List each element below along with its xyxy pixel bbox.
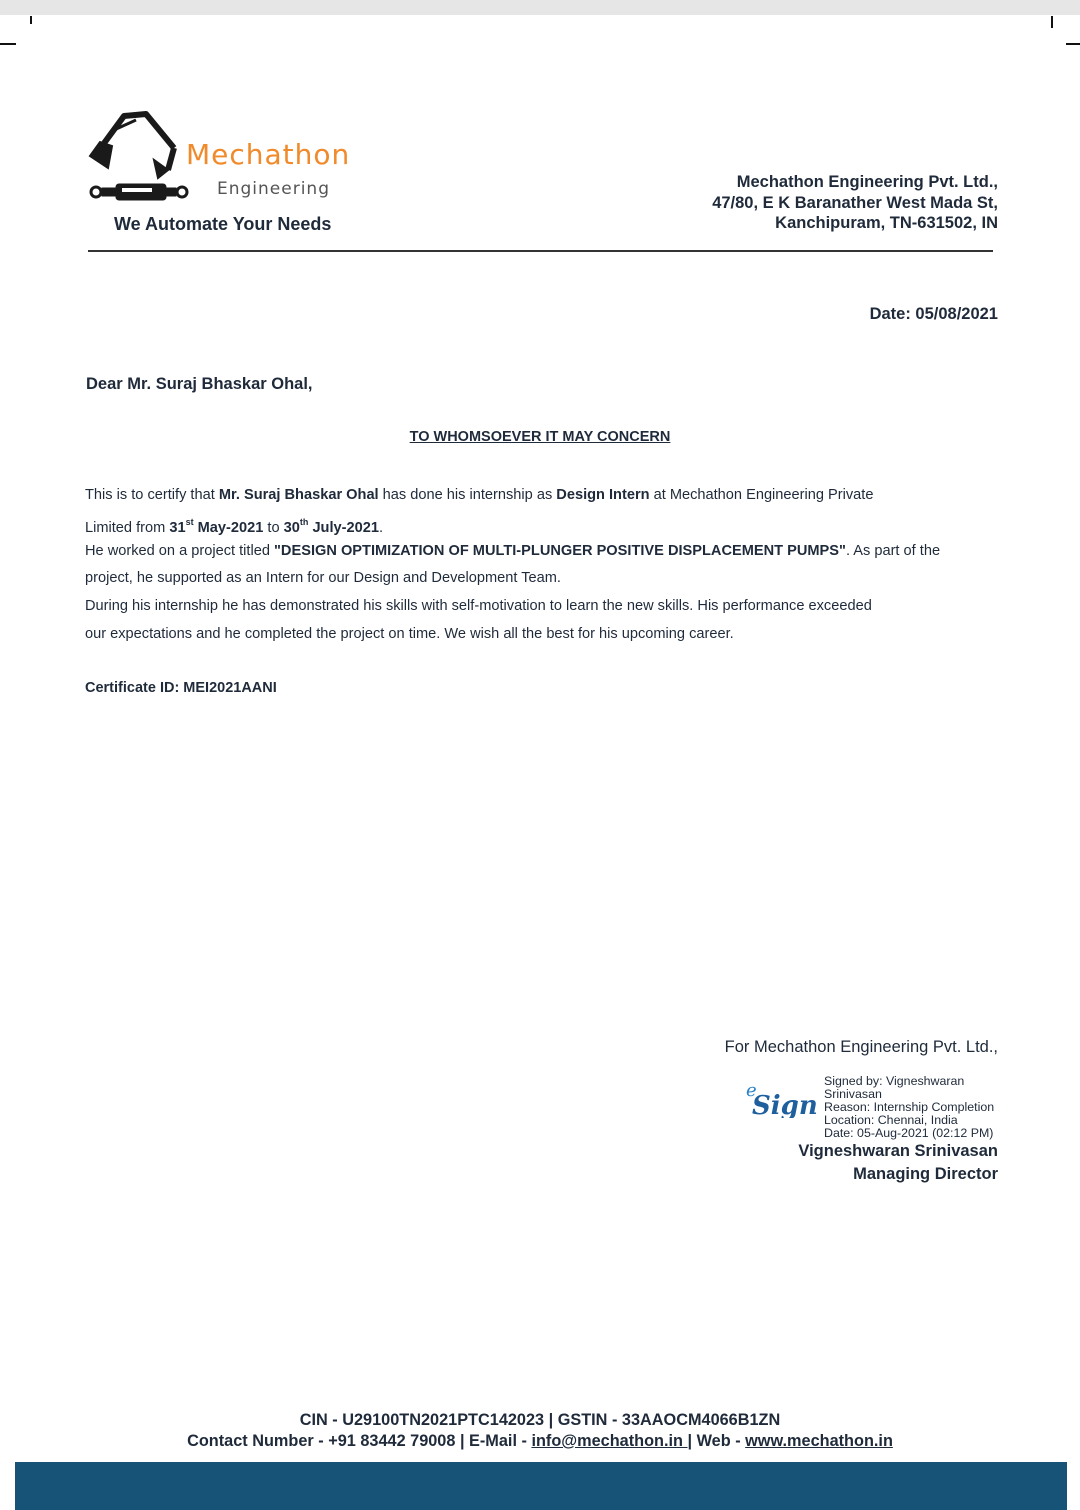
header-divider <box>88 250 993 252</box>
project-title: "DESIGN OPTIMIZATION OF MULTI-PLUNGER POSITIVE DISPLACEMENT PUMPS" <box>274 542 846 559</box>
excavator-icon <box>90 114 187 200</box>
crop-mark <box>1051 16 1053 28</box>
for-company: For Mechathon Engineering Pvt. Ltd., <box>724 1038 998 1056</box>
intern-role: Design Intern <box>556 487 650 503</box>
email-link[interactable]: info@mechathon.in <box>531 1432 688 1450</box>
signatory-title: Managing Director <box>853 1165 998 1183</box>
intern-name: Mr. Suraj Bhaskar Ohal <box>218 487 379 503</box>
svg-text:e: e <box>746 1080 757 1101</box>
address-line: Kanchipuram, TN-631502, IN <box>775 214 998 232</box>
address-line: 47/80, E K Baranather West Mada St, <box>712 193 998 212</box>
crop-mark <box>30 16 32 24</box>
crop-mark <box>0 43 16 45</box>
esign-detail-line: Reason: Internship Completion <box>824 1100 995 1114</box>
body-line: This is to certify that Mr. Suraj Bhaskar Ohal has done his internship as Design Intern at Mechathon Engineering Private <box>85 487 874 503</box>
address-line: Mechathon Engineering Pvt. Ltd., <box>736 173 998 191</box>
signatory <box>798 1140 998 1186</box>
certificate-id: Certificate ID: MEI2021AANI <box>85 680 277 696</box>
salutation: Dear Mr. Suraj Bhaskar Ohal, <box>86 375 313 393</box>
body-line: project, he supported as an Intern for our Design and Development Team. <box>85 570 561 587</box>
body-line: our expectations and he completed the project on time. We wish all the best for his upcoming career. <box>85 625 734 642</box>
top-band <box>0 0 1080 15</box>
svg-text:Sign: Sign <box>752 1091 818 1118</box>
logo-subtext: Engineering <box>217 179 330 199</box>
body-line: He worked on a project titled "DESIGN OPTIMIZATION OF MULTI-PLUNGER POSITIVE DISPLACEMENT PUMPS". As part of the <box>85 542 941 559</box>
company-address <box>578 172 998 234</box>
logo-wordmark: Mechathon <box>186 138 351 171</box>
website-link[interactable]: www.mechathon.in <box>745 1432 893 1450</box>
letter-body <box>85 482 1005 649</box>
company-logo <box>84 108 384 208</box>
end-date: 30th July-2021 <box>283 516 379 536</box>
esign-detail-line: Srinivasan <box>824 1087 882 1101</box>
start-date: 31st May-2021 <box>169 516 264 536</box>
letter-date: Date: 05/08/2021 <box>869 305 998 323</box>
esign-detail-line: Signed by: Vigneshwaran <box>824 1074 965 1088</box>
body-line: Limited from 31st May-2021 to 30th July-2021. <box>85 516 384 536</box>
esign-logo <box>744 1078 824 1118</box>
esign-detail-line: Date: 05-Aug-2021 (02:12 PM) <box>824 1126 994 1140</box>
body-line: During his internship he has demonstrated his skills with self-motivation to learn the new skills. His performance exceeded <box>85 598 872 615</box>
company-tagline: We Automate Your Needs <box>114 214 332 234</box>
footer <box>0 1410 1080 1452</box>
letter-subject: TO WHOMSOEVER IT MAY CONCERN <box>409 429 671 445</box>
esign-detail-line: Location: Chennai, India <box>824 1113 958 1127</box>
signatory-name: Vigneshwaran Srinivasan <box>798 1142 998 1160</box>
footer-contact: Contact Number - +91 83442 79008 | E-Mail - info@mechathon.in | Web - www.mechathon.in <box>187 1432 893 1450</box>
crop-mark <box>1066 43 1080 45</box>
footer-bar <box>15 1462 1067 1510</box>
esign-details <box>824 1075 1014 1140</box>
footer-registration: CIN - U29100TN2021PTC142023 | GSTIN - 33AAOCM4066B1ZN <box>299 1411 781 1429</box>
